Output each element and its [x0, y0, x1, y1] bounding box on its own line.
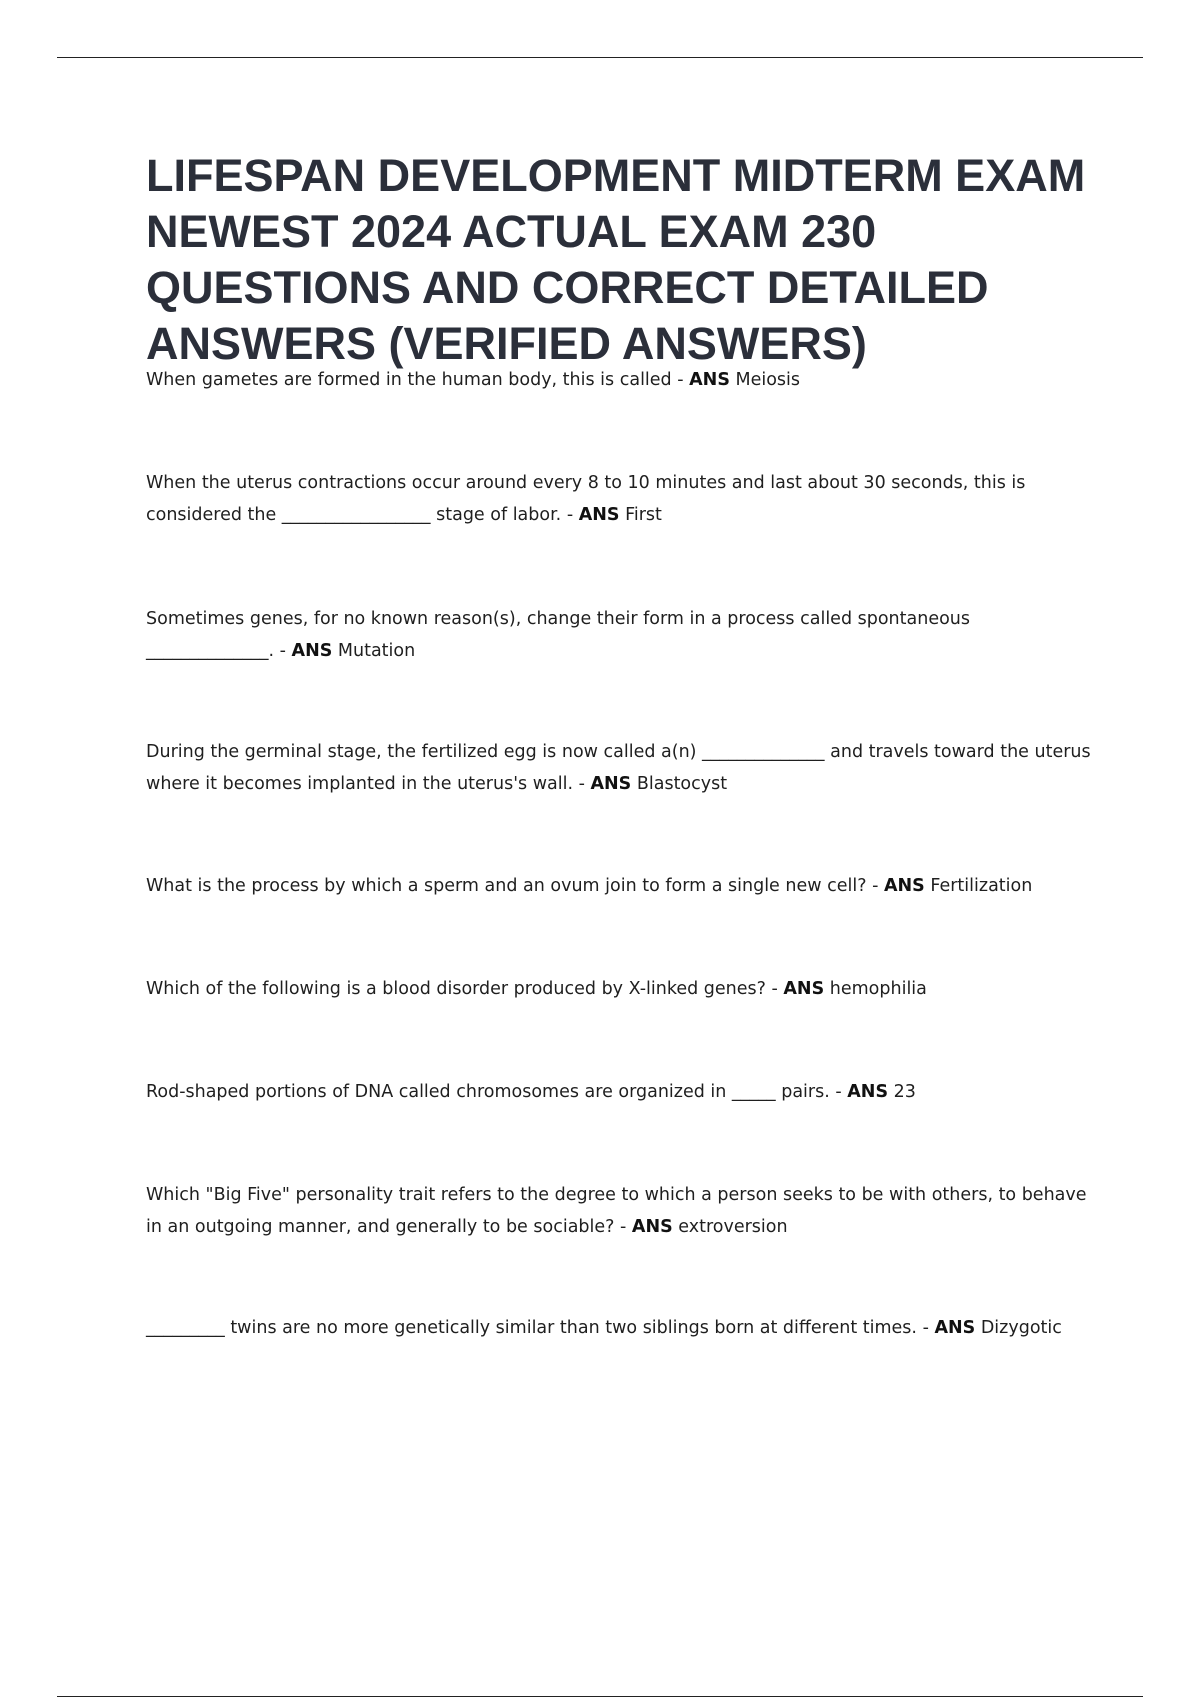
question-text: During the germinal stage, the fertilized egg is now called a(n) ______________ and travels toward the uterus where it becomes implanted in the uterus's wall.	[146, 742, 1091, 794]
answer-text: Mutation	[337, 641, 416, 661]
ans-label: ANS	[883, 876, 925, 896]
ans-label: ANS	[783, 979, 825, 999]
separator: -	[765, 979, 784, 999]
qa-item-1	[146, 364, 1096, 396]
ans-label: ANS	[590, 774, 632, 794]
ans-label: ANS	[689, 370, 730, 390]
top-rule	[57, 57, 1143, 58]
qa-item-8	[146, 1179, 1096, 1243]
qa-item-9	[146, 1312, 1096, 1344]
question-text: Rod-shaped portions of DNA called chromosomes are organized in _____ pairs.	[146, 1082, 830, 1102]
question-text: When the uterus contractions occur around every 8 to 10 minutes and last about 30 seconds, this is considered the _________________ stage of labor.	[146, 473, 1026, 525]
ans-label: ANS	[631, 1217, 673, 1237]
ans-label: ANS	[847, 1082, 889, 1102]
answer-text: Fertilization	[930, 876, 1033, 896]
separator: -	[829, 1082, 848, 1102]
question-text: Which of the following is a blood disorder produced by X-linked genes?	[146, 979, 766, 999]
question-text: _________ twins are no more genetically similar than two siblings born at different times.	[146, 1318, 917, 1338]
answer-text: 23	[893, 1082, 916, 1102]
answer-text: Dizygotic	[980, 1318, 1062, 1338]
answer-text: hemophilia	[829, 979, 927, 999]
ans-label: ANS	[291, 641, 333, 661]
separator: -	[917, 1318, 935, 1338]
ans-label: ANS	[934, 1318, 976, 1338]
separator: -	[614, 1217, 632, 1237]
qa-item-6	[146, 973, 1096, 1005]
question-text: Which "Big Five" personality trait refers to the degree to which a person seeks to be with others, to behave in an outgoing manner, and generally to be sociable?	[146, 1185, 1087, 1237]
answer-text: extroversion	[678, 1217, 788, 1237]
separator: -	[561, 505, 579, 525]
ans-label: ANS	[578, 505, 620, 525]
qa-item-7	[146, 1076, 1096, 1108]
qa-item-3	[146, 603, 1096, 667]
qa-item-2	[146, 467, 1096, 531]
separator: -	[866, 876, 884, 896]
question-text: Sometimes genes, for no known reason(s), change their form in a process called spontaneous ______________.	[146, 609, 970, 661]
separator: -	[573, 774, 591, 794]
bottom-rule	[57, 1696, 1143, 1697]
answer-text: Meiosis	[735, 370, 801, 390]
document-title: LIFESPAN DEVELOPMENT MIDTERM EXAM NEWEST 2024 ACTUAL EXAM 230 QUESTIONS AND CORRECT DETAILED ANSWERS (VERIFIED ANSWERS)	[146, 150, 1086, 369]
qa-item-4	[146, 736, 1096, 800]
question-text: When gametes are formed in the human body, this is called	[146, 370, 672, 390]
separator: -	[671, 370, 690, 390]
separator: -	[274, 641, 292, 661]
answer-text: Blastocyst	[636, 774, 728, 794]
question-text: What is the process by which a sperm and an ovum join to form a single new cell?	[146, 876, 867, 896]
answer-text: First	[625, 505, 662, 525]
qa-item-5	[146, 870, 1096, 902]
